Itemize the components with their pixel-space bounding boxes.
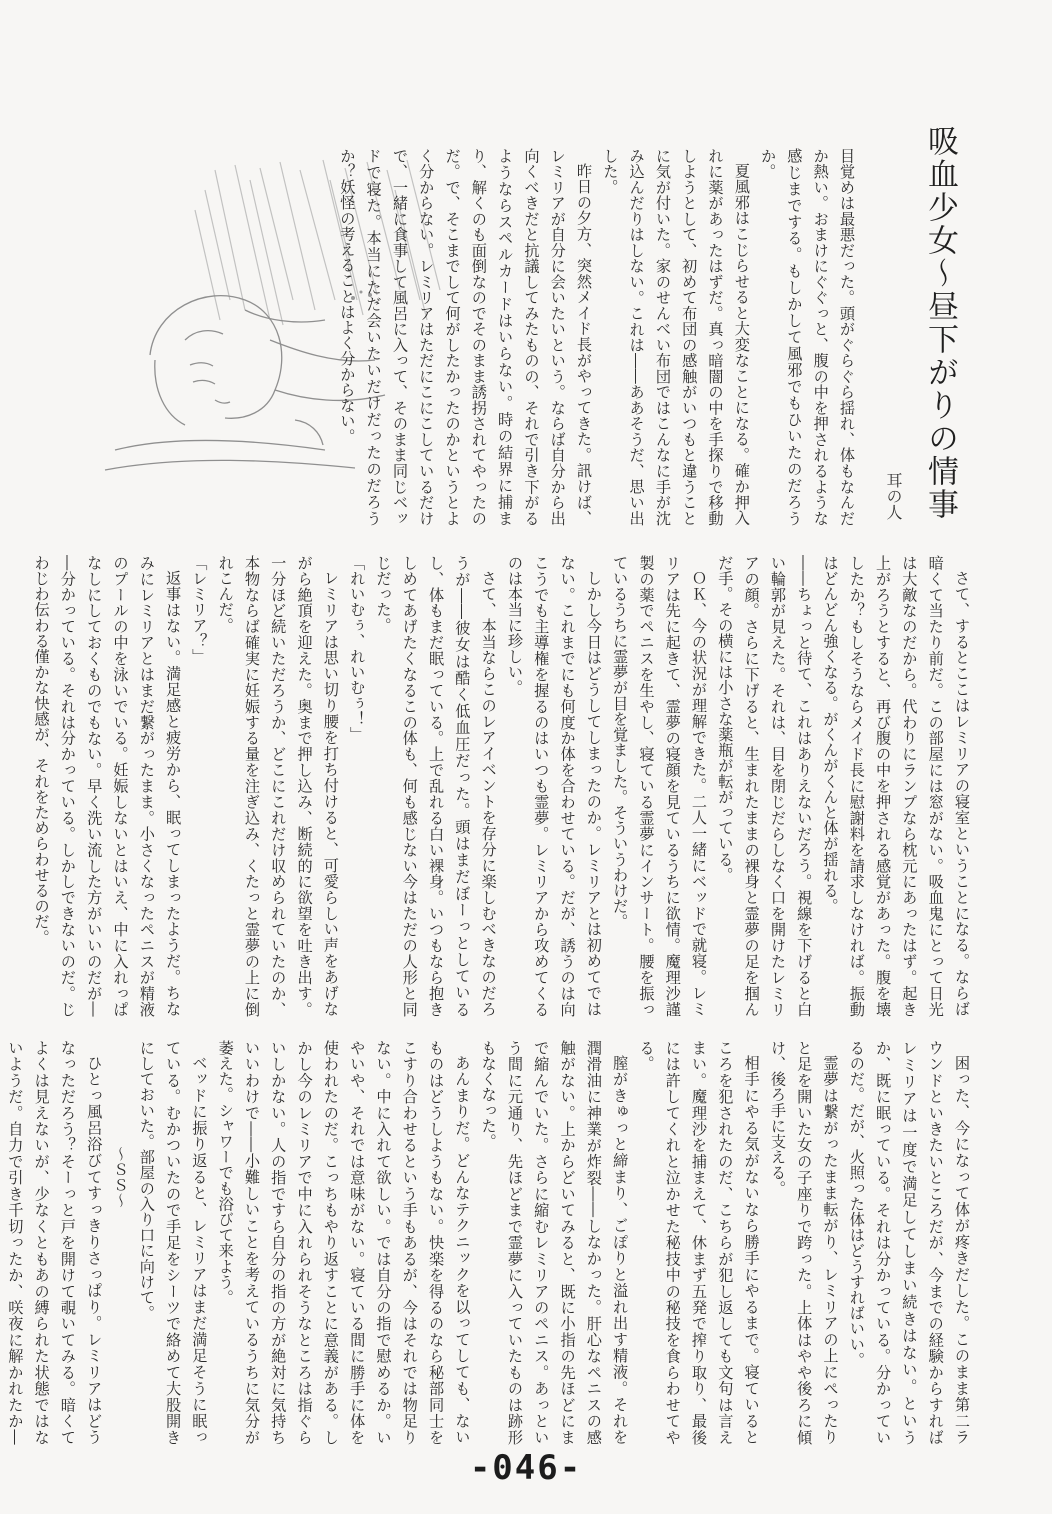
dialogue-line: 「レミリア？」	[190, 555, 209, 665]
paragraph: 返事はない。満足感と疲労から、眠ってしまったようだ。ちなみにレミリアとはまだ繋がったまま。小さくなったペニスが精液のプールの中を泳いでいる。妊娠しないとはいえ、中に入れっぱなしにしておくものでもない。早く洗い流した方がいいのだが――分かっている。それは分かっている。しかしできないのだ。じわじわ伝わる僅かな快感が、それをためらわせるのだ。	[32, 555, 183, 1017]
paragraph: 相手にやる気がないなら勝手にやるまで。寝ているところを犯されたのだ、こちらが犯し返しても文句は言えまい。魔理沙を捕まえて、休まず五発で搾り取り、最後には許してくれと泣かせた秘技中の秘技を食らわせてやる。	[637, 1040, 761, 1445]
paragraph: さて、本当ならこのレアイベントを存分に楽しむべきなのだろうが――彼女は酷く低血圧だった。頭はまだぼーっとしているし、体もまだ眠っている。上で乱れる白い裸身。いつもなら抱きしめてあげたくなるこの体も、何も感じない今はただの人形と同じだった。	[374, 555, 498, 1017]
author-name: 耳の人	[884, 472, 903, 520]
paragraph: 昨日の夕方、突然メイド長がやってきた。訊けば、レミリアが自分に会いたいという。ならば自分から出向くべきだと抗議してみたものの、それで引き下がるようならスペルカードはいらない。時の結界に捕まり、解くのも面倒なのでそのまま誘拐されてやったのだ。で、そこまでして何がしたかったのかというとよく分からない。レミリアはただにこにこしているだけで、一緒に食事して風呂に入って、そのまま同じベッドで寝た。本当にただ会いたいだけだったのだろうか？妖怪の考えることはよく分からない。	[338, 148, 594, 526]
story-title: 吸血少女～昼下がりの情事	[922, 125, 958, 521]
paragraph: ＯＫ、今の状況が理解できた。二人一緒にベッドで就寝。レミリアは先に起きて、霊夢の寝顔を見ているうちに欲情。魔理沙謹製の薬でペニスを生やし、寝ている霊夢にインサート。腰を振っているうちに霊夢が目を覚ました。そういうわけだ。	[611, 555, 709, 1017]
paragraph: しかし今日はどうしてしまったのか。レミリアとは初めてではない。これまでにも何度か体を合わせている。だが、誘うのは向こうでも主導権を握るのはいつも霊夢。レミリアから攻めてくるのは本当に珍しい。	[505, 555, 603, 1017]
dialogue-line: 「れいむぅ、れいむぅ！」	[348, 555, 367, 743]
paragraph: あんまりだ。どんなテクニックを以ってしても、ないものはどうしようもない。快楽を得るのなら秘部同士をこすり合わせるという手もあるが、今はそれでは物足りない。中に入れて欲しい。では自分の指で慰めるか。いやいや、それでは意味がない。寝ている間に勝手に体を使われたのだ。こっちもやり返すことに意義がある。しかし今のレミリアで中に入れられそうなところは指ぐらいしかない。人の指ですら自分の指の方が絶対に気持ちいいわけで――小難しいことを考えているうちに気分が萎えた。シャワーでも浴びて来よう。	[216, 1040, 472, 1445]
text-block-middle	[32, 555, 975, 1017]
page-number: -046-	[469, 1448, 583, 1488]
text-block-bottom	[6, 1040, 975, 1445]
paragraph: 目覚めは最悪だった。頭がぐらぐら揺れ、体もなんだか熱い。おまけにぐぐっと、腹の中を押されるような感じまでする。もしかして風邪でもひいたのだろうか。	[759, 148, 856, 526]
paragraph: 困った、今になって体が疼きだした。このまま第二ラウンドといきたいところだが、今までの経験からすればレミリアは一度で満足してしまい続きはない。というか、既に眠っている。それは分かっている。分かっているのだ。だが、火照った体はどうすればいい。	[847, 1040, 971, 1445]
paragraph: さて、するとここはレミリアの寝室ということになる。ならば暗くて当たり前だ。この部屋には窓がない。吸血鬼にとって日光は大敵なのだから。代わりにランプなら枕元にあったはず。起き上がろうとすると、再び腹の中を押される感覚があった。腹を壊したか？もしそうならメイド長に慰謝料を請求しなければ。振動はどんどん強くなる。がくんがくんと体が揺れる。	[821, 555, 971, 1017]
paragraph: 夏風邪はこじらせると大変なことになる。確か押入れに薬があったはずだ。真っ暗闇の中を手探りで移動しようとして、初めて布団の感触がいつもと違うことに気が付いた。家のせんべい布団ではこんなに手が沈み込んだりはしない。これは――ああそうだ、思い出した。	[601, 148, 751, 526]
paragraph: ベッドに振り返ると、レミリアはまだ満足そうに眠っている。むかついたので手足をシーツで絡めて大股開きにしておいた。部屋の入り口に向けて。	[137, 1040, 209, 1445]
text-block-top	[338, 148, 860, 526]
paragraph: ――ちょっと待て、これはありえないだろう。視線を下げると白い輪郭が見えた。それは、目を閉じだらしなく口を開けたレミリアの顔。さらに下げると、生まれたままの裸身と霊夢の足を掴んだ手。その横には小さな薬瓶が転がっている。	[716, 555, 814, 1017]
paragraph: ひとっ風呂浴びてすっきりさっぱり。レミリアはどうなっただろう？そーっと戸を開けて覗いてみる。暗くてよくは見えないが、少なくともあの縛られた状態ではないようだ。自力で引き千切ったか、咲夜に解かれたか―	[6, 1040, 104, 1445]
scene-break: ～ＳＳ～	[111, 1146, 130, 1209]
paragraph: 霊夢は繋がったまま転がり、レミリアの上にぺったりと足を開いた女の子座りで跨った。上体はやや後ろに傾け、後ろ手に支える。	[768, 1040, 840, 1445]
paragraph: 膣がきゅっと締まり、ごぽりと溢れ出す精液。それを潤滑油に神業が炸裂――しなかった。肝心なペニスの感触がない。上からどいてみると、既に小指の先ほどにまで縮んでいた。さらに縮むレミリアのペニス。あっという間に元通り、先ほどまで霊夢に入っていたものは跡形もなくなった。	[479, 1040, 630, 1445]
paragraph: レミリアは思い切り腰を打ち付けると、可愛らしい声をあげながら絶頂を迎えた。奥まで押し込み、断続的に欲望を吐き出す。一分ほど続いただろうか、どこにこれだけ収められていたのか、本物ならば確実に妊娠する量を注ぎ込み、くたっと霊夢の上に倒れこんだ。	[216, 555, 340, 1017]
